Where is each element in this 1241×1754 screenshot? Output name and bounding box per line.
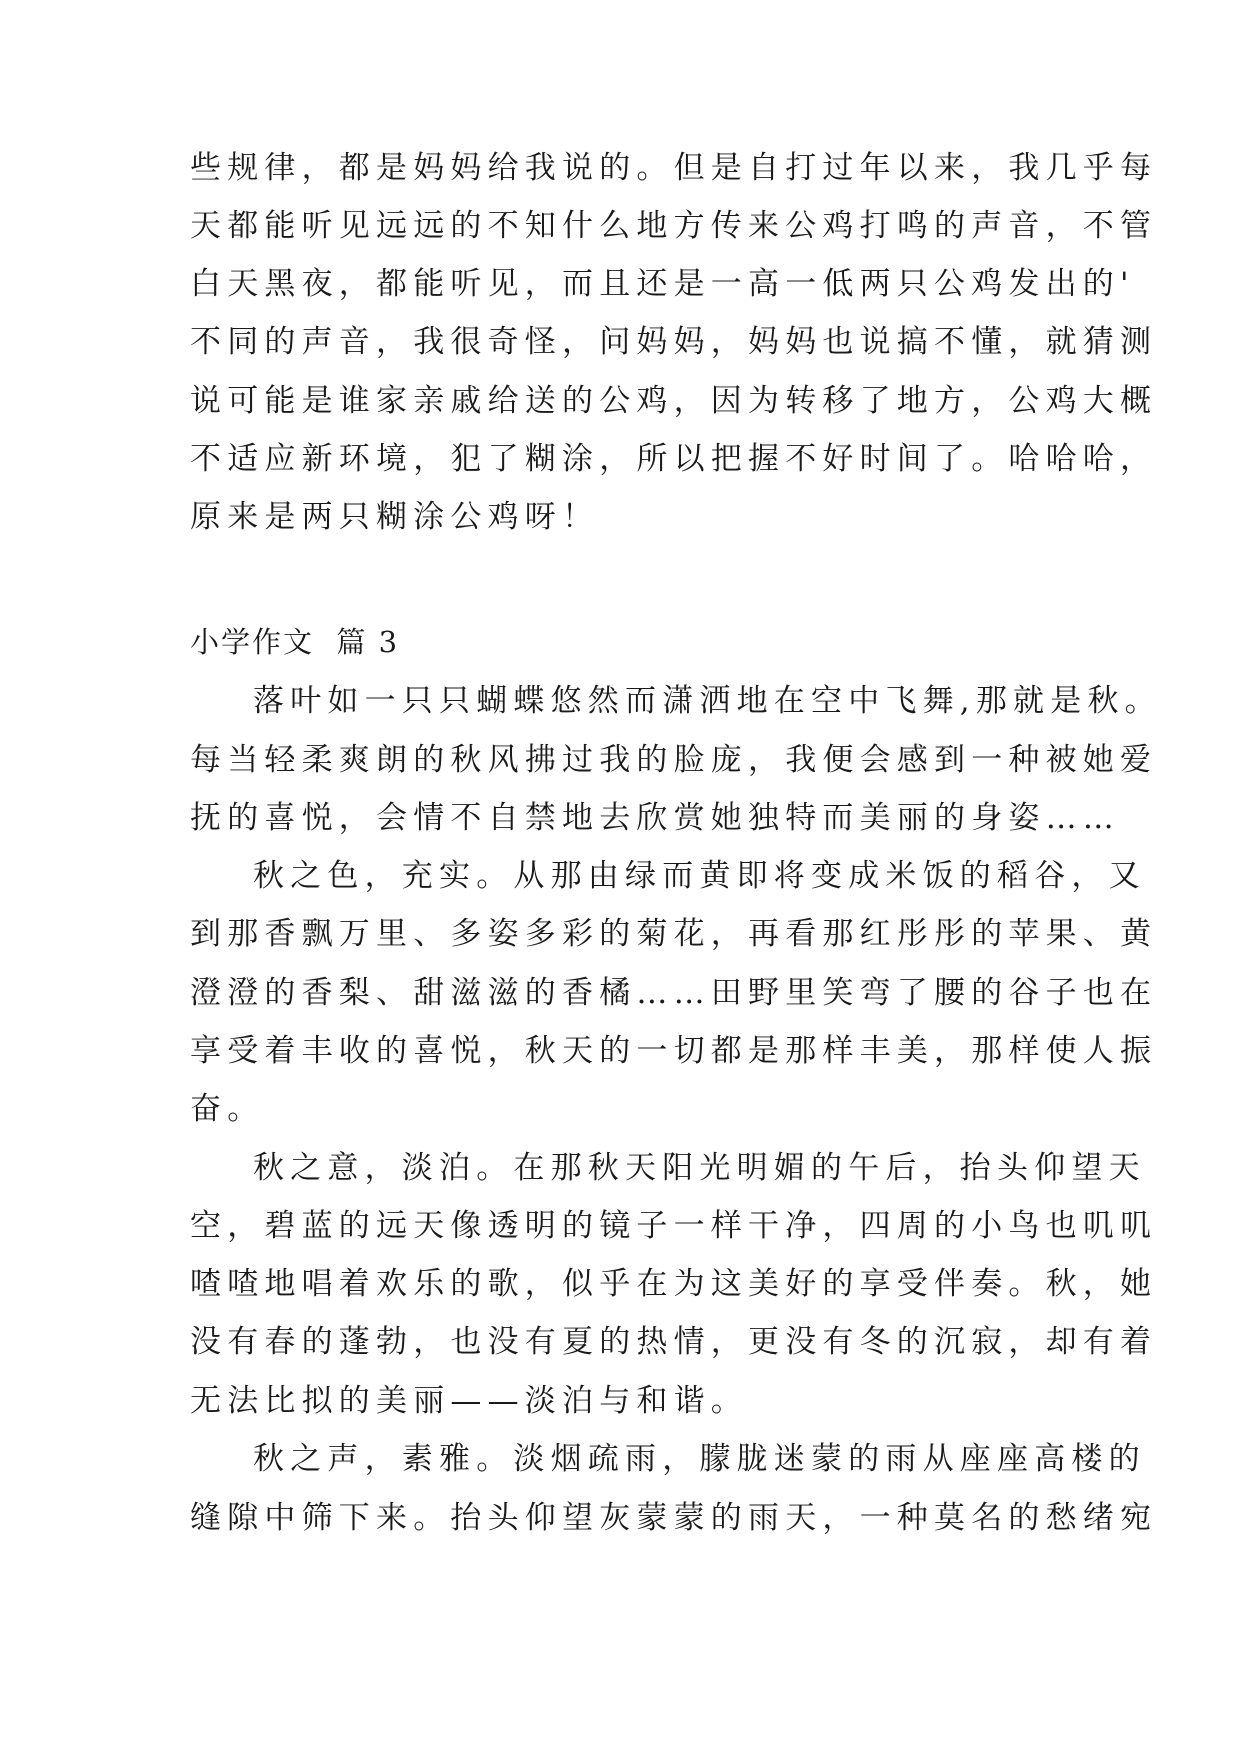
paragraph-line: 空，碧蓝的远天像透明的镜子一样干净，四周的小鸟也叽叽 [190, 1208, 1158, 1244]
text-line: 不适应新环境，犯了糊涂，所以把握不好时间了。哈哈哈， [190, 441, 1158, 477]
paragraph-line: 落叶如一只只蝴蝶悠然而潇洒地在空中飞舞,那就是秋。 [253, 683, 1162, 719]
paragraph-line: 抚的喜悦，会情不自禁地去欣赏她独特而美丽的身姿…… [190, 800, 1120, 836]
paragraph-line: 秋之色，充实。从那由绿而黄即将变成米饭的稻谷，又 [253, 858, 1146, 894]
paragraph-line: 无法比拟的美丽——淡泊与和谐。 [190, 1383, 748, 1419]
paragraph-line: 享受着丰收的喜悦，秋天的一切都是那样丰美，那样使人振 [190, 1033, 1158, 1069]
text-line: 天都能听见远远的不知什么地方传来公鸡打鸣的声音，不管 [190, 208, 1158, 244]
text-line: 原来是两只糊涂公鸡呀！ [190, 499, 600, 535]
paragraph-line: 澄澄的香梨、甜滋滋的香橘……田野里笑弯了腰的谷子也在 [190, 975, 1158, 1011]
text-line: 不同的声音，我很奇怪，问妈妈，妈妈也说搞不懂，就猜测 [190, 324, 1158, 360]
text-line: 白天黑夜，都能听见，而且还是一高一低两只公鸡发出的' [190, 266, 1135, 302]
paragraph-line: 秋之声，素雅。淡烟疏雨，朦胧迷蒙的雨从座座高楼的 [253, 1441, 1146, 1477]
paragraph-line: 到那香飘万里、多姿多彩的菊花，再看那红彤彤的苹果、黄 [190, 916, 1158, 952]
text-line: 说可能是谁家亲戚给送的公鸡，因为转移了地方，公鸡大概 [190, 383, 1158, 419]
paragraph-line: 秋之意，淡泊。在那秋天阳光明媚的午后，抬头仰望天 [253, 1150, 1146, 1186]
paragraph-line: 奋。 [190, 1091, 265, 1127]
paragraph-line: 喳喳地唱着欢乐的歌，似乎在为这美好的享受伴奏。秋，她 [190, 1266, 1158, 1302]
paragraph-line: 每当轻柔爽朗的秋风拂过我的脸庞，我便会感到一种被她爱 [190, 742, 1158, 778]
text-line: 些规律，都是妈妈给我说的。但是自打过年以来，我几乎每 [190, 150, 1158, 186]
paragraph-line: 缝隙中筛下来。抬头仰望灰蒙蒙的雨天，一种莫名的愁绪宛 [190, 1500, 1158, 1536]
section-heading: 小学作文 篇 3 [190, 625, 400, 659]
paragraph-line: 没有春的蓬勃，也没有夏的热情，更没有冬的沉寂，却有着 [190, 1324, 1158, 1360]
